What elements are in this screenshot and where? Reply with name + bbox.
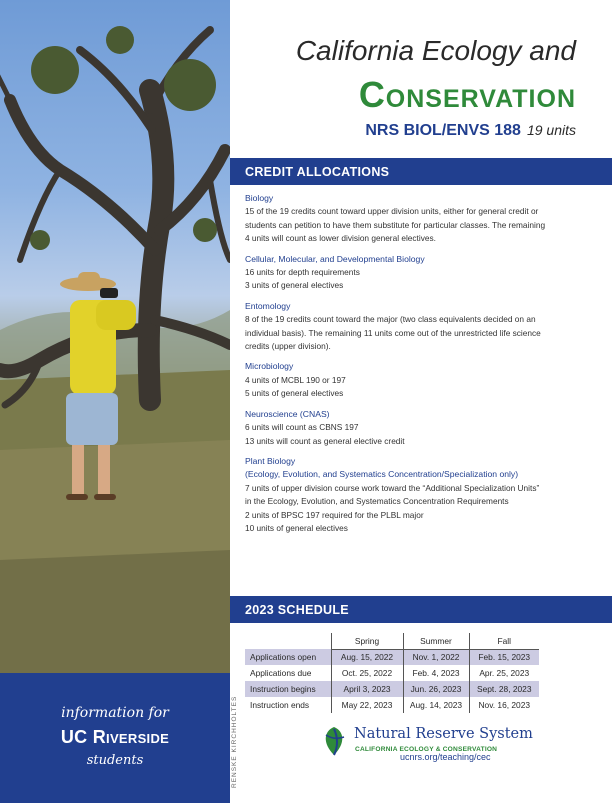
allocation-line: 15 of the 19 credits count toward upper division units, either for general credit or [245,206,539,217]
allocation-block [245,253,600,293]
allocation-line: 16 units for depth requirements [245,267,360,278]
page-title-line2: Conservation [358,74,576,115]
row-label: Instruction begins [245,681,331,697]
table-cell: Feb. 4, 2023 [403,665,469,681]
table-cell: Nov. 16, 2023 [469,697,539,713]
allocation-major: Biology [245,193,274,203]
allocation-line: 4 units of MCBL 190 or 197 [245,374,346,385]
table-cell: Jun. 26, 2023 [403,681,469,697]
schedule-column-header: Fall [469,633,539,649]
logo-subtitle: CALIFORNIA ECOLOGY & CONSERVATION [355,746,498,753]
schedule-table [245,633,539,713]
logo-name: Natural Reserve System [354,726,533,742]
allocation-block [245,300,600,354]
allocation-line: 3 units of general electives [245,280,344,291]
info-box [0,673,230,803]
allocation-block [245,455,600,535]
info-line-audience: students [86,753,144,768]
allocation-line: 8 of the 19 credits count toward the major (two class equivalents decided on an [245,314,536,325]
cover-photo [0,0,230,673]
allocation-block [245,408,600,448]
table-cell: April 3, 2023 [331,681,403,697]
allocation-major: Entomology [245,300,291,311]
allocation-major: Cellular, Molecular, and Developmental Biology [245,253,425,264]
allocation-line: individual basis). The remaining 11 units come out of the unrestricted life science [245,327,541,338]
row-label: Instruction ends [250,700,310,710]
allocation-major: Plant Biology [245,455,296,466]
schedule-corner [245,633,331,649]
photo-illustration [0,0,230,673]
allocation-block [245,192,600,246]
credit-allocations-list [245,192,600,542]
table-cell: Aug. 15, 2022 [331,649,403,665]
credit-allocations-heading: CREDIT ALLOCATIONS [230,158,612,185]
allocation-major: Microbiology [245,361,294,372]
nrs-leaf-icon [318,725,350,757]
course-info [365,122,576,140]
page-title-line1: California Ecology and [295,35,576,66]
info-line-intro: information for [61,705,169,721]
row-label: Applications due [250,668,312,678]
allocation-line: 2 units of BPSC 197 required for the PLBL major [245,509,424,520]
table-cell: Oct. 25, 2022 [331,665,403,681]
schedule-column-header: Spring [331,633,403,649]
table-cell: Apr. 25, 2023 [469,665,539,681]
website-link[interactable]: ucnrs.org/teaching/cec [400,752,491,762]
table-cell: Sept. 28, 2023 [469,681,539,697]
allocation-major: Neuroscience (CNAS) [245,408,330,419]
row-label: Applications open [245,649,331,665]
allocation-line: 7 units of upper division course work toward the “Additional Specialization Units” [245,482,540,493]
schedule-column-header: Summer [403,633,469,649]
allocation-block [245,360,600,400]
allocation-line: 10 units of general electives [245,522,348,533]
course-code: NRS BIOL/ENVS 188 [365,122,521,139]
allocation-line: 13 units will count as general elective credit [245,435,405,446]
allocation-line: (Ecology, Evolution, and Systematics Concentration/Specialization only) [245,469,519,480]
table-row [245,665,539,681]
table-row [245,681,539,697]
table-row [245,649,539,665]
allocation-line: 4 units will count as lower division general electives. [245,233,436,244]
allocation-line: students can petition to have them substitute for particular classes. The remaining [245,219,546,230]
allocation-line: credits (upper division). [245,341,331,352]
table-cell: May 22, 2023 [331,697,403,713]
course-units: 19 units [526,122,576,138]
info-line-campus: UC Riverside [60,727,170,747]
schedule-heading: 2023 SCHEDULE [230,596,612,623]
allocation-line: 5 units of general electives [245,388,344,399]
table-row [245,697,539,713]
photo-credit: RENSKE KIRCHHOLTES [231,695,238,788]
table-cell: Aug. 14, 2023 [403,697,469,713]
allocation-line: in the Ecology, Evolution, and Systematics Concentration Requirements [245,496,509,507]
table-cell: Nov. 1, 2022 [403,649,469,665]
allocation-line: 6 units will count as CBNS 197 [245,422,359,433]
table-cell: Feb. 15, 2023 [469,649,539,665]
